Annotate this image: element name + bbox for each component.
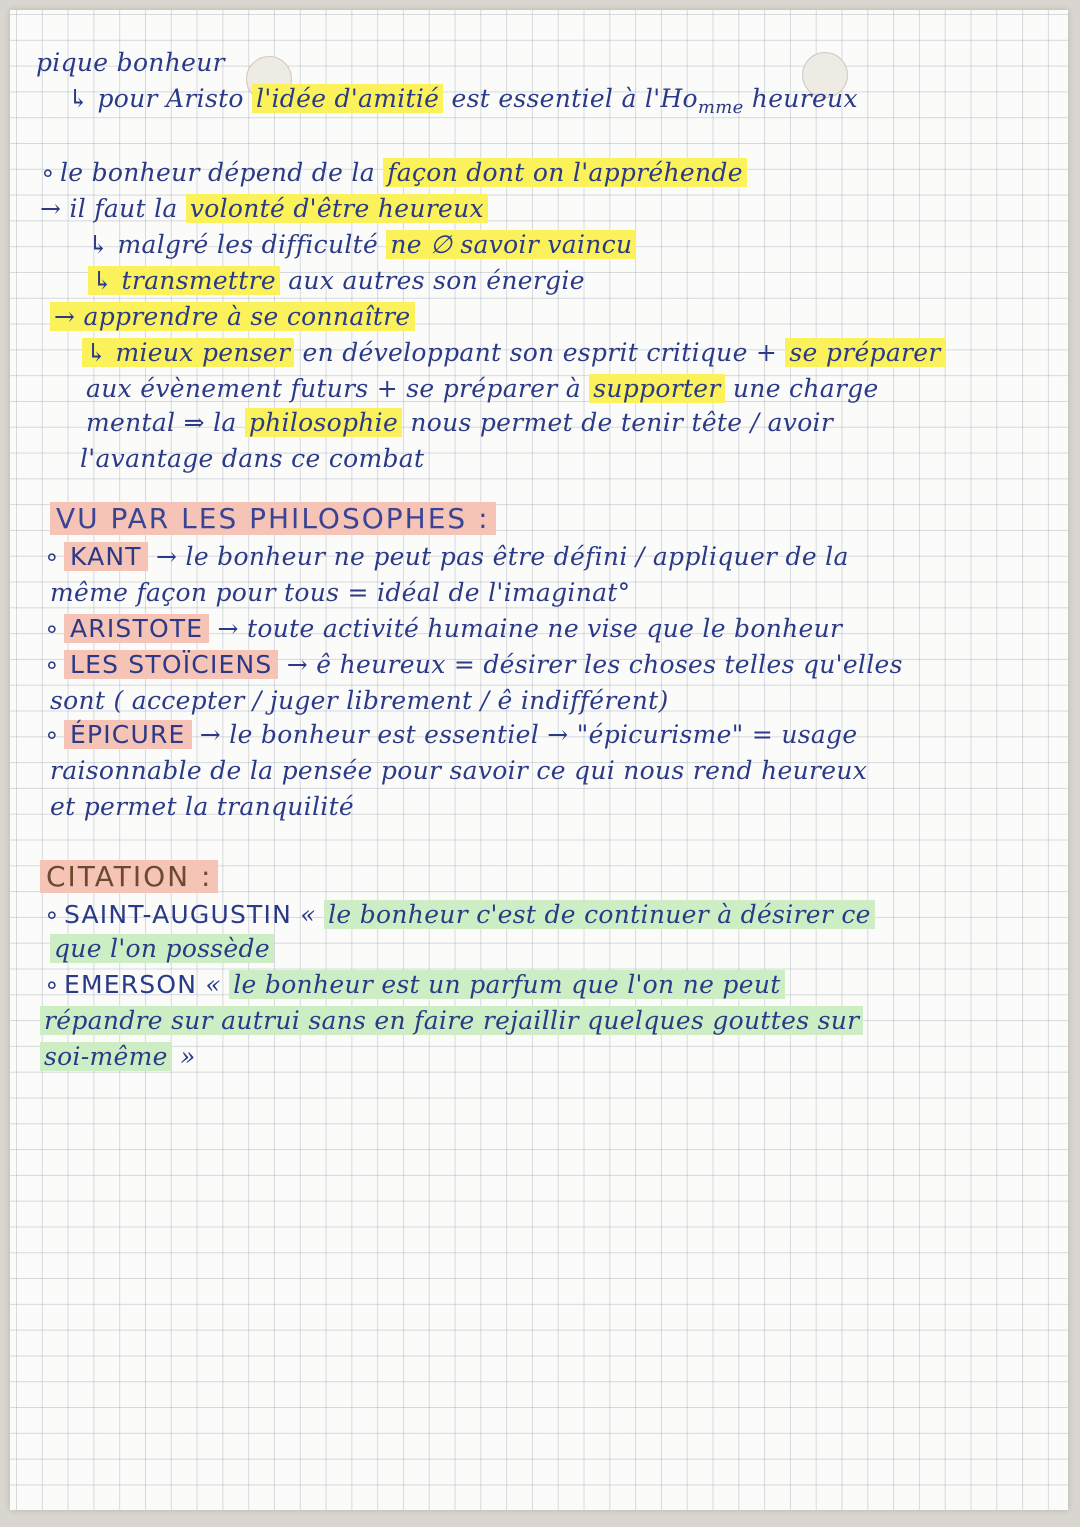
text: même façon pour tous = idéal de l'imaginat° [50, 578, 631, 607]
line-b8 [86, 406, 833, 440]
text: l'avantage dans ce combat [80, 444, 425, 473]
section-heading-citation [40, 858, 218, 896]
text: et permet la tranquilité [50, 792, 355, 821]
heading-text: CITATION : [40, 860, 218, 893]
bullet-icon: ∘ [44, 614, 60, 643]
text: une charge [732, 374, 879, 403]
line-aristote [44, 612, 842, 646]
quote-text: répandre sur autrui sans en faire rejaillir quelques gouttes sur [40, 1006, 863, 1035]
line-top-2 [68, 82, 858, 125]
philosopher-name: ARISTOTE [64, 614, 209, 643]
text: nous permet de tenir tête / avoir [410, 408, 834, 437]
line-emerson [44, 968, 785, 1002]
line-stoiciens-2 [50, 684, 669, 718]
highlight-text: ↳ transmettre [88, 266, 280, 295]
quote-mark: « [300, 900, 316, 929]
highlight-text: façon dont on l'appréhende [383, 158, 747, 187]
quote-mark: « [205, 970, 221, 999]
text: → toute activité humaine ne vise que le bonheur [217, 614, 843, 643]
line-b6 [82, 336, 945, 370]
line-kant-2 [50, 576, 630, 610]
line-epicure-3 [50, 790, 354, 824]
line-epicure-2 [50, 754, 867, 788]
line-augustin-2 [50, 932, 274, 966]
line-augustin [44, 898, 875, 932]
bullet-icon: ∘ [40, 158, 56, 187]
highlight-text: ne ∅ savoir vaincu [386, 230, 636, 259]
text: heureux [751, 84, 858, 113]
text: ↳ pour Aristo [68, 84, 244, 113]
line-b4 [88, 264, 585, 298]
highlight-text: philosophie [245, 408, 402, 437]
line-top-1 [36, 46, 225, 80]
philosopher-name: KANT [64, 542, 148, 571]
line-epicure [44, 718, 857, 752]
line-b7 [86, 372, 879, 406]
text: → il faut la [40, 194, 178, 223]
text: → le bonheur est essentiel → "épicurisme" = usage [199, 720, 858, 749]
line-stoiciens [44, 648, 903, 682]
quote-text: le bonheur est un parfum que l'on ne peut [229, 970, 784, 999]
bullet-icon: ∘ [44, 720, 60, 749]
line-kant [44, 540, 849, 574]
line-b1 [40, 156, 747, 190]
text: le bonheur dépend de la [59, 158, 375, 187]
bullet-icon: ∘ [44, 542, 60, 571]
text: raisonnable de la pensée pour savoir ce qui nous rend heureux [50, 756, 868, 785]
quote-mark: » [179, 1042, 196, 1071]
line-b5 [50, 300, 415, 334]
text: sont ( accepter / juger librement / ê indifférent) [50, 686, 669, 715]
notebook-page [10, 10, 1068, 1510]
line-b9 [80, 442, 424, 476]
philosopher-name: LES STOÏCIENS [64, 650, 279, 679]
philosopher-name: ÉPICURE [64, 720, 192, 749]
text: → ê heureux = désirer les choses telles qu'elles [286, 650, 903, 679]
highlight-text: supporter [589, 374, 724, 403]
text: aux autres son énergie [288, 266, 585, 295]
text: mental ⇒ la [86, 408, 237, 437]
line-emerson-3 [40, 1040, 196, 1074]
bullet-icon: ∘ [44, 650, 60, 679]
text: ↳ malgré les difficulté [88, 230, 379, 259]
highlight-text: volonté d'être heureux [186, 194, 488, 223]
bullet-icon: ∘ [44, 900, 60, 929]
highlight-text: → apprendre à se connaître [50, 302, 415, 331]
text: → le bonheur ne peut pas être défini / appliquer de la [156, 542, 849, 571]
bullet-icon: ∘ [44, 970, 60, 999]
line-b2 [40, 192, 488, 226]
quote-text: que l'on possède [50, 934, 274, 963]
line-b3 [88, 228, 636, 262]
quote-text: soi-même [40, 1042, 172, 1071]
text: en développant son esprit critique + [302, 338, 778, 367]
text: aux évènement futurs + se préparer à [86, 374, 581, 403]
line-emerson-2 [40, 1004, 863, 1038]
highlight-text: se préparer [785, 338, 944, 367]
quote-text: le bonheur c'est de continuer à désirer ce [324, 900, 875, 929]
section-heading-philosophes [50, 500, 496, 538]
highlight-text: ↳ mieux penser [82, 338, 294, 367]
author-name: SAINT-AUGUSTIN [63, 900, 292, 929]
highlight-text: l'idée d'amitié [252, 84, 443, 113]
text: mme [697, 97, 744, 118]
text: est essentiel à l'Ho [451, 84, 698, 113]
text: pique bonheur [36, 48, 225, 77]
heading-text: VU PAR LES PHILOSOPHES : [50, 502, 496, 535]
author-name: EMERSON [63, 970, 198, 999]
